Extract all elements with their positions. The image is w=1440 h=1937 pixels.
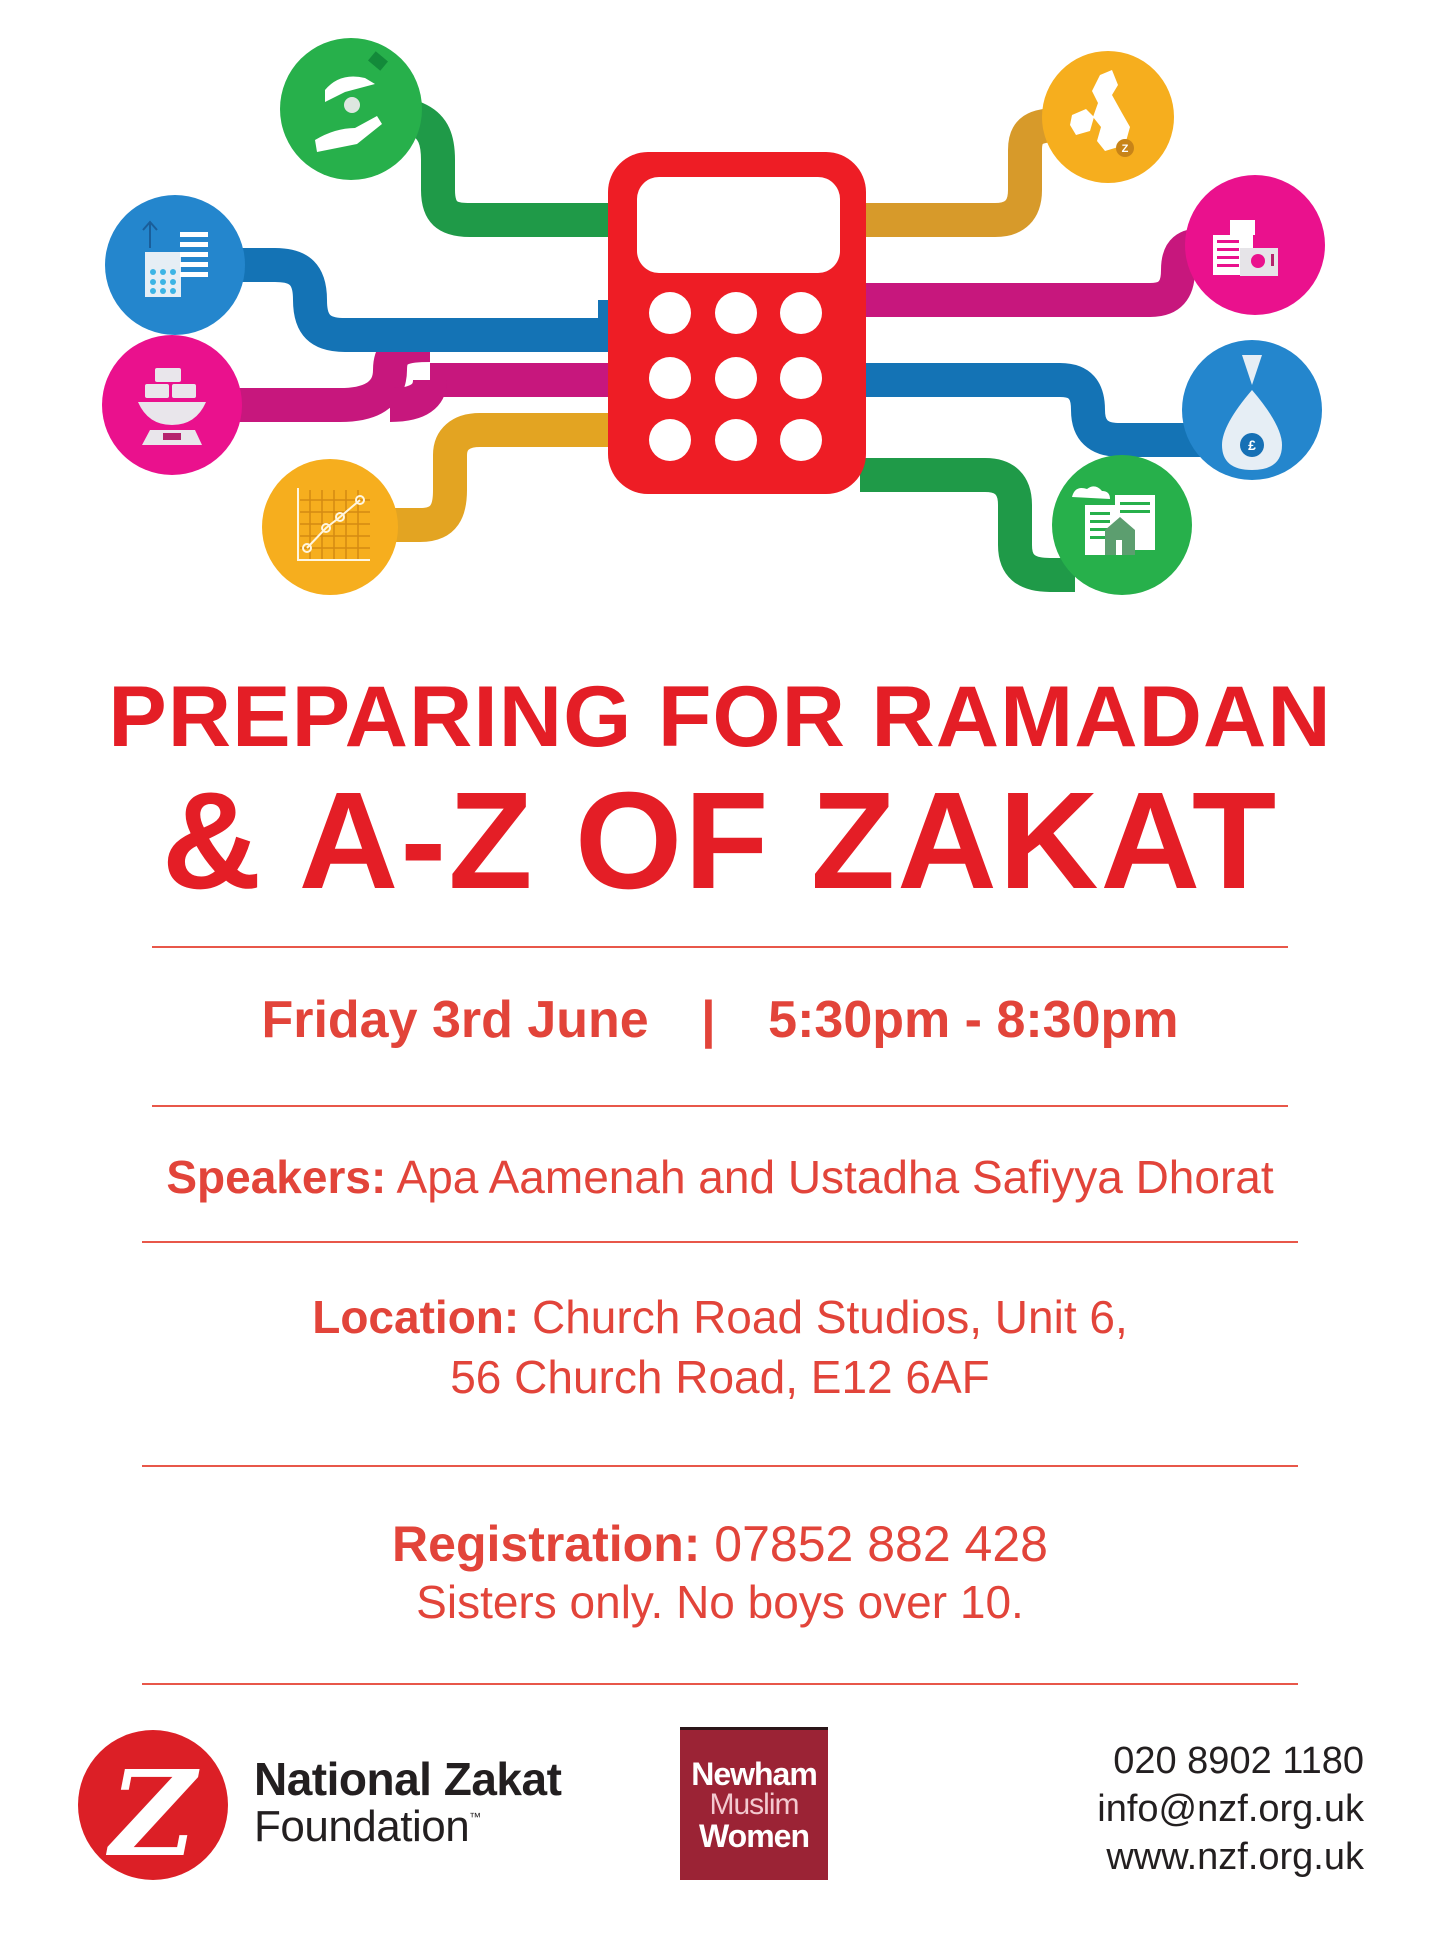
connector-orange-left xyxy=(380,430,615,525)
registration-line xyxy=(0,1515,1440,1573)
connector-green-right xyxy=(860,475,1075,575)
title-line-2: & A-Z OF ZAKAT xyxy=(161,764,1279,918)
uk-map-icon xyxy=(1042,51,1174,183)
connector-blue-right xyxy=(860,380,1210,440)
zakat-calculator-infographic xyxy=(0,0,1440,640)
trademark: ™ xyxy=(469,1810,481,1824)
event-date: Friday 3rd June xyxy=(261,991,649,1049)
calculator-documents-icon xyxy=(105,195,245,335)
registration-phone[interactable]: 07852 882 428 xyxy=(714,1516,1048,1572)
attendance-note: Sisters only. No boys over 10. xyxy=(416,1576,1024,1628)
speakers-value: Apa Aamenah and Ustadha Safiyya Dhorat xyxy=(396,1151,1274,1203)
date-time-separator: | xyxy=(701,991,716,1049)
event-date-time xyxy=(0,990,1440,1050)
title-line-1: PREPARING FOR RAMADAN xyxy=(108,669,1332,765)
nzf-name-line-2: Foundation™ xyxy=(254,1802,481,1851)
svg-text:Z: Z xyxy=(1121,143,1129,155)
svg-text:£: £ xyxy=(1248,437,1256,453)
property-buildings-icon xyxy=(1052,455,1192,595)
divider xyxy=(142,1465,1298,1467)
contact-phone[interactable]: 020 8902 1180 xyxy=(1113,1740,1364,1782)
registration-label: Registration: xyxy=(392,1516,701,1572)
gold-bars-scale-icon xyxy=(102,335,242,475)
event-time: 5:30pm - 8:30pm xyxy=(768,991,1179,1049)
contact-email[interactable]: info@nzf.org.uk xyxy=(1097,1788,1364,1830)
contact-website[interactable]: www.nzf.org.uk xyxy=(1106,1836,1364,1878)
location-line-2: 56 Church Road, E12 6AF xyxy=(450,1351,990,1403)
business-safe-icon xyxy=(1185,175,1325,315)
money-drop-pound-icon xyxy=(1182,340,1322,480)
growth-chart-icon xyxy=(262,459,398,595)
location-value-1: Church Road Studios, Unit 6, xyxy=(532,1291,1128,1343)
divider xyxy=(152,946,1288,948)
hands-giving-coin-icon xyxy=(280,38,422,180)
speakers-label: Speakers: xyxy=(166,1151,387,1203)
divider xyxy=(142,1683,1298,1685)
divider xyxy=(152,1105,1288,1107)
connector-magenta-right xyxy=(860,245,1205,300)
speakers-line xyxy=(0,1150,1440,1204)
location-line-1 xyxy=(0,1290,1440,1344)
newham-muslim-women-logo: Newham Muslim Women xyxy=(680,1727,828,1880)
location-label: Location: xyxy=(312,1291,520,1343)
calculator-icon xyxy=(608,152,866,494)
nzf-logo-icon: Z xyxy=(78,1730,228,1880)
nzf-name-line-1: National Zakat xyxy=(254,1753,562,1805)
divider xyxy=(142,1241,1298,1243)
